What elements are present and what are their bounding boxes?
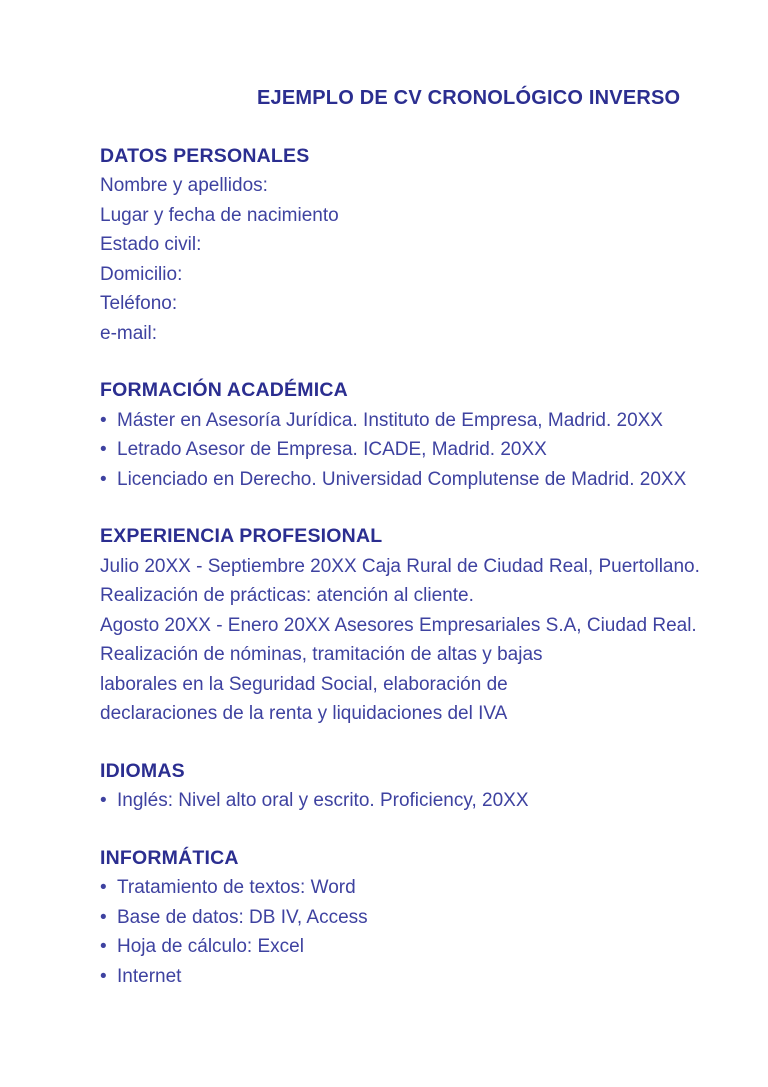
text-line: Agosto 20XX - Enero 20XX Asesores Empresariales S.A, Ciudad Real. xyxy=(100,614,697,636)
text-line: Teléfono: xyxy=(100,293,178,314)
document-content xyxy=(100,142,728,992)
bullet-item-text: Licenciado en Derecho. Universidad Complutense de Madrid. 20XX xyxy=(117,468,687,490)
bullet-icon: • xyxy=(100,439,107,460)
section-heading: IDIOMAS xyxy=(100,759,185,782)
text-line: Domicilio: xyxy=(100,263,183,285)
text-line: declaraciones de la renta y liquidaciones del IVA xyxy=(100,703,508,724)
bullet-item-text: Base de datos: DB IV, Access xyxy=(117,906,368,928)
text-line: Estado civil: xyxy=(100,234,202,255)
section-heading: DATOS PERSONALES xyxy=(100,144,310,167)
section-experiencia-profesional xyxy=(100,522,728,729)
bullet-item-text: Internet xyxy=(117,965,182,987)
bullet-icon: • xyxy=(100,790,107,811)
section-heading: FORMACIÓN ACADÉMICA xyxy=(100,379,348,401)
text-line: Realización de prácticas: atención al cliente. xyxy=(100,585,474,606)
bullet-item-text: Máster en Asesoría Jurídica. Instituto de Empresa, Madrid. 20XX xyxy=(117,409,663,431)
bullet-item xyxy=(100,903,728,933)
bullet-icon: • xyxy=(100,936,107,957)
bullet-item xyxy=(100,962,728,992)
section-formacion-academica xyxy=(100,376,728,494)
bullet-icon: • xyxy=(100,877,107,898)
bullet-item-text: Letrado Asesor de Empresa. ICADE, Madrid. 20XX xyxy=(117,439,547,460)
text-line: Nombre y apellidos: xyxy=(100,175,268,196)
text-line: laborales en la Seguridad Social, elaboración de xyxy=(100,673,508,695)
section-informatica xyxy=(100,844,728,992)
section-heading: EXPERIENCIA PROFESIONAL xyxy=(100,525,383,547)
bullet-icon: • xyxy=(100,409,107,431)
bullet-item-text: Hoja de cálculo: Excel xyxy=(117,936,304,957)
bullet-item xyxy=(100,932,728,962)
bullet-item-text: Inglés: Nivel alto oral y escrito. Proficiency, 20XX xyxy=(117,790,529,811)
bullet-item xyxy=(100,873,728,903)
bullet-item xyxy=(100,465,728,495)
text-line: Julio 20XX - Septiembre 20XX Caja Rural de Ciudad Real, Puertollano. xyxy=(100,555,700,577)
text-line: Realización de nóminas, tramitación de altas y bajas xyxy=(100,644,543,665)
text-line: e-mail: xyxy=(100,322,158,344)
section-heading: INFORMÁTICA xyxy=(100,846,239,869)
bullet-item-text: Tratamiento de textos: Word xyxy=(117,877,356,898)
text-line: Lugar y fecha de nacimiento xyxy=(100,204,339,226)
bullet-icon: • xyxy=(100,906,107,928)
section-datos-personales xyxy=(100,142,728,349)
document-title: EJEMPLO DE CV CRONOLÓGICO INVERSO xyxy=(257,87,681,109)
bullet-icon: • xyxy=(100,965,107,987)
bullet-item xyxy=(100,435,728,465)
bullet-icon: • xyxy=(100,468,107,490)
bullet-item xyxy=(100,406,728,436)
section-idiomas xyxy=(100,757,728,816)
bullet-item xyxy=(100,786,728,816)
